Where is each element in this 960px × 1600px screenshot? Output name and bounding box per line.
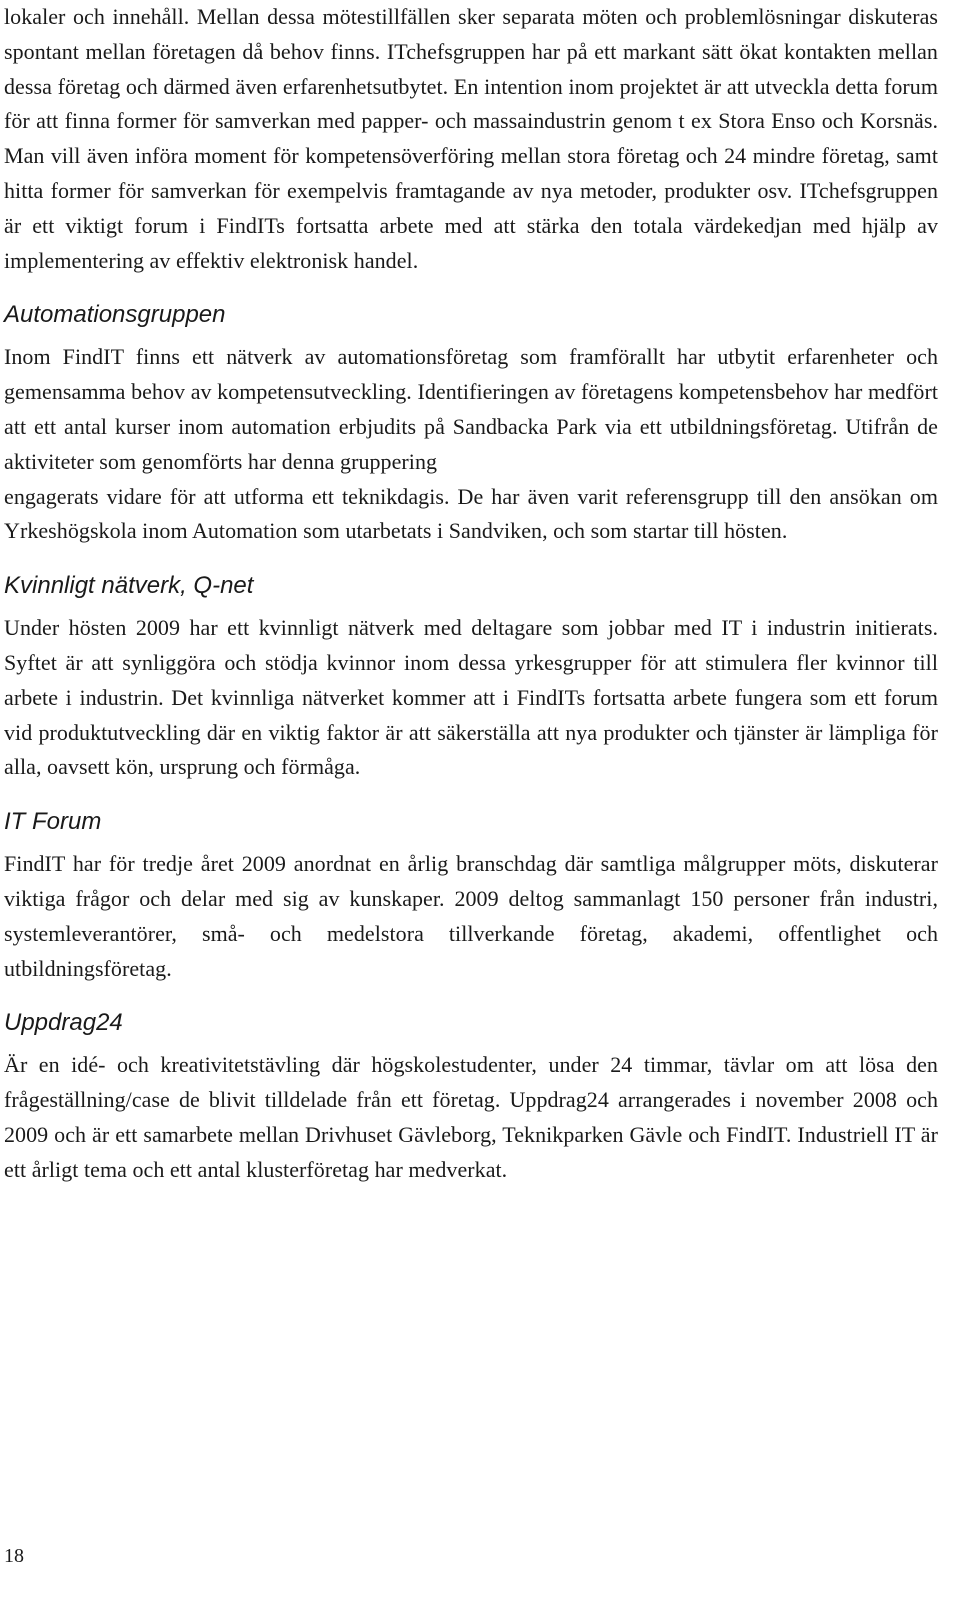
spacer bbox=[4, 278, 938, 300]
heading-uppdrag24: Uppdrag24 bbox=[4, 1009, 123, 1037]
spacer bbox=[4, 549, 938, 571]
spacer bbox=[4, 837, 938, 847]
heading-kvinnligt-natverk: Kvinnligt nätverk, Q-net bbox=[4, 572, 254, 600]
intro-paragraph: lokaler och innehåll. Mellan dessa mötestillfällen sker separata möten och problemlösningar diskuteras spontant mellan företagen då behov finns. ITchefsgruppen har på ett markant sätt ökat kontakten mellan dessa företag och därmed även erfarenhetsutbytet. En intention inom projektet är att utveckla detta forum för att finna former för samverkan med papper- och massaindustrin genom t ex Stora Enso och Korsnäs. Man vill även införa moment för kompetensöverföring mellan stora företag och 24 mindre företag, samt hitta former för samverkan för exempelvis framtagande av nya metoder, produkter osv. ITchefsgruppen är ett viktigt forum i FindITs fortsatta arbete med att stärka den totala värdekedjan med hjälp av implementering av effektiv elektronisk handel. bbox=[4, 4, 938, 273]
kvinnligt-natverk-paragraph: Under hösten 2009 har ett kvinnligt nätverk med deltagare som jobbar med IT i industrin initierats. Syftet är att synliggöra och stödja kvinnor inom dessa yrkesgrupper för att stimulera fler kvinnor till arbete i industrin. Det kvinnliga nätverket kommer att i FindITs fortsatta arbete fungera som ett forum vid produktutveckling där en viktig faktor är att säkerställa att nya produkter och tjänster är lämpliga för alla, oavsett kön, ursprung och förmåga. bbox=[4, 615, 938, 780]
document-body bbox=[4, 0, 938, 1188]
spacer bbox=[4, 986, 938, 1008]
spacer bbox=[4, 1038, 938, 1048]
uppdrag24-paragraph: Är en idé- och kreativitetstävling där högskolestudenter, under 24 timmar, tävlar om att lösa den frågeställning/case de blivit tilldelade från ett företag. Uppdrag24 arrangerades i november 2008 och 2009 och är ett samarbete mellan Drivhuset Gävleborg, Teknikparken Gävle och FindIT. Industriell IT är ett årligt tema och ett antal klusterföretag har medverkat. bbox=[4, 1052, 938, 1182]
heading-it-forum: IT Forum bbox=[4, 808, 102, 836]
page-number: 18 bbox=[4, 1545, 24, 1567]
spacer bbox=[4, 330, 938, 340]
spacer bbox=[4, 601, 938, 611]
automationsgruppen-paragraph-1: Inom FindIT finns ett nätverk av automationsföretag som framförallt har utbytit erfarenheter och gemensamma behov av kompetensutveckling. Identifieringen av företagens kompetensbehov har medfört att ett antal kurser inom automation erbjudits på Sandbacka Park via ett utbildningsföretag. Utifrån de aktiviteter som genomförts har denna gruppering bbox=[4, 344, 938, 474]
spacer bbox=[4, 785, 938, 807]
it-forum-paragraph: FindIT har för tredje året 2009 anordnat en årlig branschdag där samtliga målgrupper möts, diskuterar viktiga frågor och delar med sig av kunskaper. 2009 deltog sammanlagt 150 personer från industri, systemleverantörer, små- och medelstora tillverkande företag, akademi, offentlighet och utbildningsföretag. bbox=[4, 851, 938, 981]
heading-automationsgruppen: Automationsgruppen bbox=[4, 301, 226, 329]
automationsgruppen-paragraph-2: engagerats vidare för att utforma ett teknikdagis. De har även varit referensgrupp till den ansökan om Yrkeshögskola inom Automation som utarbetats i Sandviken, och som startar till hösten. bbox=[4, 483, 938, 544]
